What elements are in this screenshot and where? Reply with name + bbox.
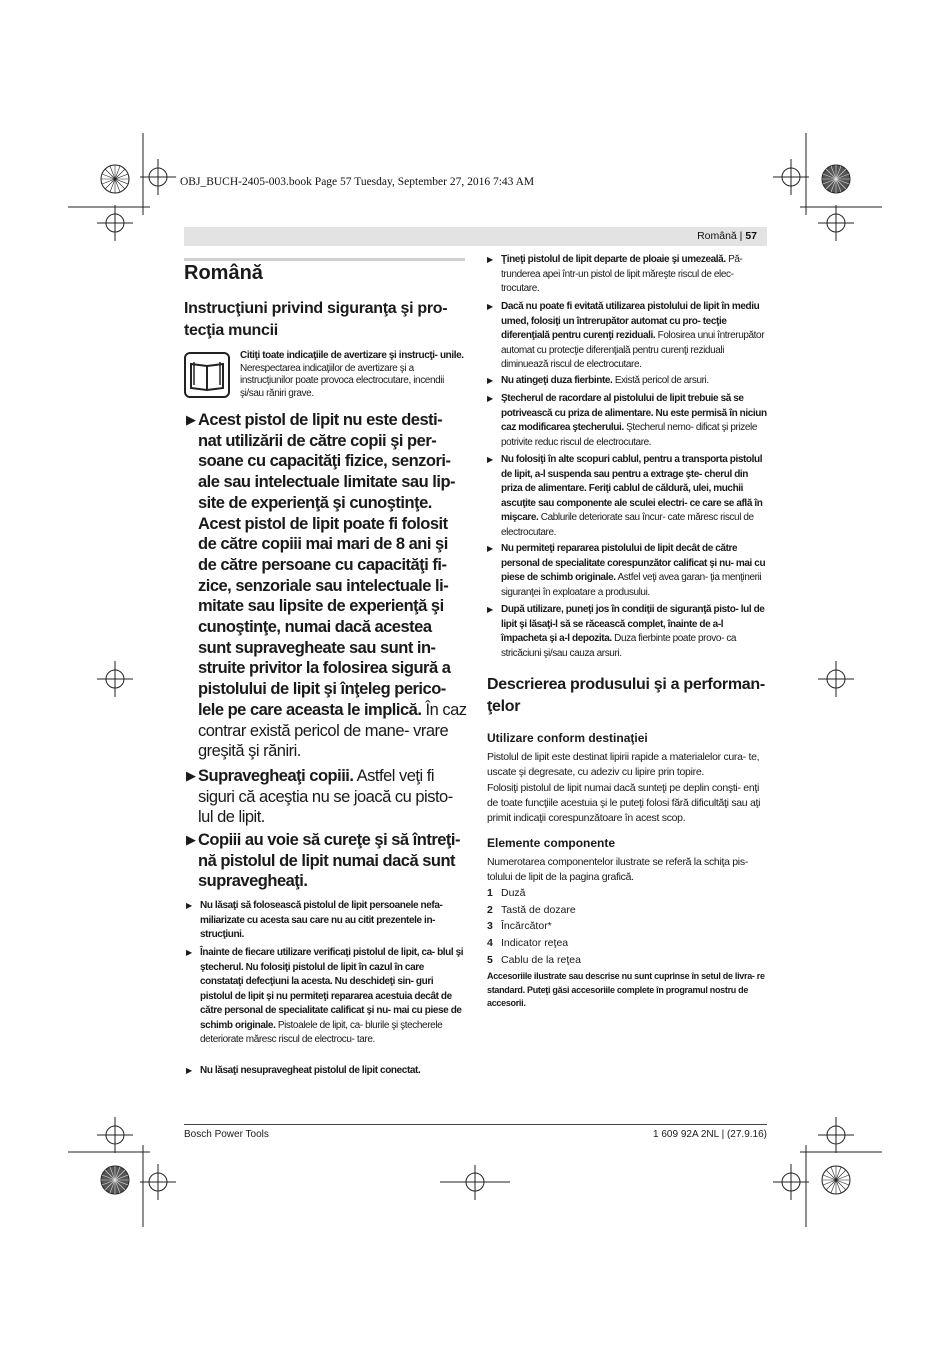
warning-rain-rest: Pă- trunderea apei într-un pistol de lipit măreşte riscul de elec- trocutare.	[501, 254, 743, 294]
warning-cable-rest: Cablurile deteriorate sau încur- cate măresc riscul de electrocutare.	[501, 512, 754, 538]
component-label: Duză	[501, 887, 526, 899]
warning-unfamiliar-bold: Nu lăsaţi să folosească pistolul de lipit persoanele nefa- miliarizate cu acesta sau care nu au citit prezentele in- strucţiuni.	[200, 900, 443, 940]
component-number: 4	[487, 937, 493, 949]
warning-repair	[487, 542, 768, 600]
warning-repair-rest: Astfel veţi avea garan- ţia menţinerii siguranţei în exploatare a produsului.	[501, 572, 762, 598]
page-number: 57	[745, 230, 757, 242]
section-title-line-2: tecţia muncii	[184, 322, 278, 339]
component-label: Tastă de dozare	[501, 904, 576, 916]
warning-inspect-bold: Înainte de fiecare utilizare verificaţi pistolul de lipit, ca- blul şi ştecherul. Nu folosiţi pistolul de lipit în cazul în care constataţi defecţiuni la acesta. Nu deschideţi sin- guri pistolul de lipit şi nu permiteţi repararea acestuia decât de către personal de specialitate calificat şi nu- mai cu piese de schimb originale.	[200, 947, 464, 1031]
warning-children	[186, 410, 468, 762]
header-language: Română |	[697, 230, 746, 242]
warning-hot-nozzle-rest: Există pericol de arsuri.	[612, 375, 709, 386]
warning-unfamiliar	[186, 899, 467, 943]
bullet-triangle-icon: ▶	[487, 455, 493, 464]
warning-cable-bold: Nu folosiţi în alte scopuri cablul, pentru a transporta pistolul de lipit, a-l suspenda sau pentru a extrage şte- cherul din priza de alimentare. Feriţi cablul de căldură, ulei, muchii ascuţite sau componente ale sculei electri- ce care se află în mişcare.	[501, 454, 763, 523]
warning-plug	[487, 392, 768, 450]
bullet-triangle-icon: ▶	[487, 376, 493, 385]
bullet-triangle-icon: ▶	[487, 544, 493, 553]
footer-brand: Bosch Power Tools	[184, 1129, 269, 1140]
component-label: Cablu de la reţea	[501, 954, 581, 966]
component-number: 3	[487, 920, 493, 932]
warning-supervise-bold: Supravegheaţi copiii.	[198, 767, 354, 785]
warning-unattended	[186, 1064, 467, 1079]
footer-doc-number: 1 609 92A 2NL | (27.9.16)	[653, 1129, 767, 1140]
subheading-components: Elemente componente	[487, 836, 616, 850]
page-header	[184, 227, 767, 246]
warning-hot-nozzle	[487, 374, 768, 389]
warning-inspect	[186, 946, 467, 1048]
bullet-triangle-icon: ▶	[186, 412, 196, 427]
component-number: 5	[487, 954, 493, 966]
bullet-triangle-icon: ▶	[487, 394, 493, 403]
warning-cable	[487, 453, 768, 540]
header-text	[697, 230, 757, 242]
bullet-triangle-icon: ▶	[186, 832, 196, 847]
component-item	[487, 904, 576, 916]
bullet-triangle-icon: ▶	[186, 768, 196, 783]
warning-cleaning-bold: Copiii au voie să cureţe şi să întreţi- nă pistolul de lipit numai dacă sunt supravegheaţi.	[198, 831, 461, 891]
warning-after-use-rest: Duza fierbinte poate provo- ca stricăciuni şi/sau cauza arsuri.	[501, 633, 737, 659]
warning-after-use	[487, 603, 768, 661]
bullet-triangle-icon: ▶	[487, 605, 493, 614]
warning-rcd	[487, 300, 768, 373]
warning-rain-bold: Ţineţi pistolul de lipit departe de ploaie şi umezeală.	[501, 254, 726, 265]
accessories-note: Accesoriile ilustrate sau descrise nu sunt cuprinse în setul de livra- re standard. Puteţi găsi accesoriile complete în programul nostru de accesorii.	[487, 971, 765, 1008]
section-title-line-1: Instrucţiuni privind siguranţa şi pro-	[184, 300, 448, 317]
bullet-triangle-icon: ▶	[186, 1066, 192, 1075]
read-manual-icon	[184, 352, 230, 398]
footer-rule	[184, 1124, 767, 1125]
warning-rain	[487, 253, 768, 297]
warning-unattended-bold: Nu lăsaţi nesupravegheat pistolul de lipit conectat.	[200, 1065, 421, 1076]
component-item	[487, 954, 581, 966]
warning-rcd-bold: Dacă nu poate fi evitată utilizarea pistolului de lipit în mediu umed, folosiţi un întrerupător automat cu pro- tecţie diferenţială pentru curenţi reziduali.	[501, 301, 760, 341]
warning-plug-bold: Ştecherul de racordare al pistolului de lipit trebuie să se potrivească cu priza de alimentare. Nu este permisă în niciun caz modificarea ştecherului.	[501, 393, 767, 433]
language-title: Română	[184, 262, 263, 284]
read-manual-note	[240, 350, 465, 400]
paragraph-usage-awareness: Folosiţi pistolul de lipit numai dacă sunteţi pe deplin conşti- enţi de toate funcţiile acestuia şi le puteţi folosi fără dificultăţi sau aţi primit indicaţii corespunzătoare în acest scop.	[487, 782, 761, 824]
warning-supervise	[186, 766, 468, 828]
column-rule	[184, 258, 465, 261]
bullet-triangle-icon: ▶	[487, 255, 493, 264]
component-item	[487, 937, 568, 949]
warning-plug-rest: Ştecherul nemo- dificat şi prizele potrivite reduc riscul de electrocutare.	[501, 422, 758, 448]
warning-children-bold: Acest pistol de lipit nu este desti- nat utilizării de către copii şi per- soane cu capacităţi fizice, senzori- ale sau intelectuale limitate sau lip- site de experienţă şi cunoştinţe. Acest pistol de lipit poate fi folosit de către copiii mai mari de 8 ani şi de către persoane cu capacităţi fi- zice, senzoriale sau intelectuale li- mitate sau lipsite de experienţă şi cunoştinţe, numai dacă acestea sunt supravegheate sau sunt in- struite privitor la folosirea sigură a pistolului de lipit şi înţeleg perico- lele pe care aceasta le implică.	[198, 411, 456, 719]
section-title-line-1: Descrierea produsului şi a performan-	[487, 676, 765, 693]
component-label: Indicator reţea	[501, 937, 569, 949]
warning-children-rest: În caz contrar există pericol de mane- vrare greşită şi răniri.	[198, 700, 467, 761]
section-title-safety	[184, 298, 467, 342]
warning-hot-nozzle-bold: Nu atingeţi duza fierbinte.	[501, 375, 613, 386]
read-manual-note-rest: Nerespectarea indicaţiilor de avertizare şi a instrucţiunilor poate provoca electrocutare, incendii şi/sau răniri grave.	[240, 362, 444, 399]
paragraph-intended-use: Pistolul de lipit este destinat lipirii rapide a materialelor cura- te, uscate şi degresate, cu adeziv cu lipire prin topire.	[487, 751, 760, 778]
warning-cleaning	[186, 830, 468, 892]
bullet-triangle-icon: ▶	[186, 948, 192, 957]
subheading-intended-use: Utilizare conform destinaţiei	[487, 731, 648, 745]
component-item	[487, 887, 526, 899]
warning-inspect-rest: Pistoalele de lipit, ca- blurile şi ştecherele deteriorate măresc riscul de electrocu- tare.	[200, 1019, 443, 1045]
paragraph-components: Numerotarea componentelor ilustrate se referă la schiţa pis- tolului de lipit de la pagina grafică.	[487, 856, 748, 883]
section-title-line-2: ţelor	[487, 698, 521, 715]
bullet-triangle-icon: ▶	[487, 302, 493, 311]
print-filename: OBJ_BUCH-2405-003.book Page 57 Tuesday, September 27, 2016 7:43 AM	[180, 176, 535, 188]
bullet-triangle-icon: ▶	[186, 901, 192, 910]
warning-rcd-rest: Folosirea unui întrerupător automat cu protecţie diferenţială pentru curenţi reziduali diminuează riscul de electrocutare.	[501, 330, 765, 370]
warning-supervise-rest: Astfel veţi fi siguri că aceştia nu se joacă cu pisto- lul de lipit.	[198, 767, 453, 827]
component-number: 1	[487, 887, 493, 899]
component-number: 2	[487, 904, 493, 916]
warning-repair-bold: Nu permiteţi repararea pistolului de lipit decât de către personal de specialitate corespunzător calificat şi nu- mai cu piese de schimb originale.	[501, 543, 766, 583]
warning-after-use-bold: După utilizare, puneţi jos în condiţii de siguranţă pisto- lul de lipit şi lăsaţi-l să se răcească complet, înainte de a-l împacheta şi a-l depozita.	[501, 604, 765, 644]
section-title-description	[487, 674, 768, 718]
read-manual-note-bold: Citiţi toate indicaţiile de avertizare şi instrucţi- unile.	[240, 350, 464, 361]
component-label: Încărcător*	[501, 920, 552, 932]
component-item	[487, 920, 552, 932]
